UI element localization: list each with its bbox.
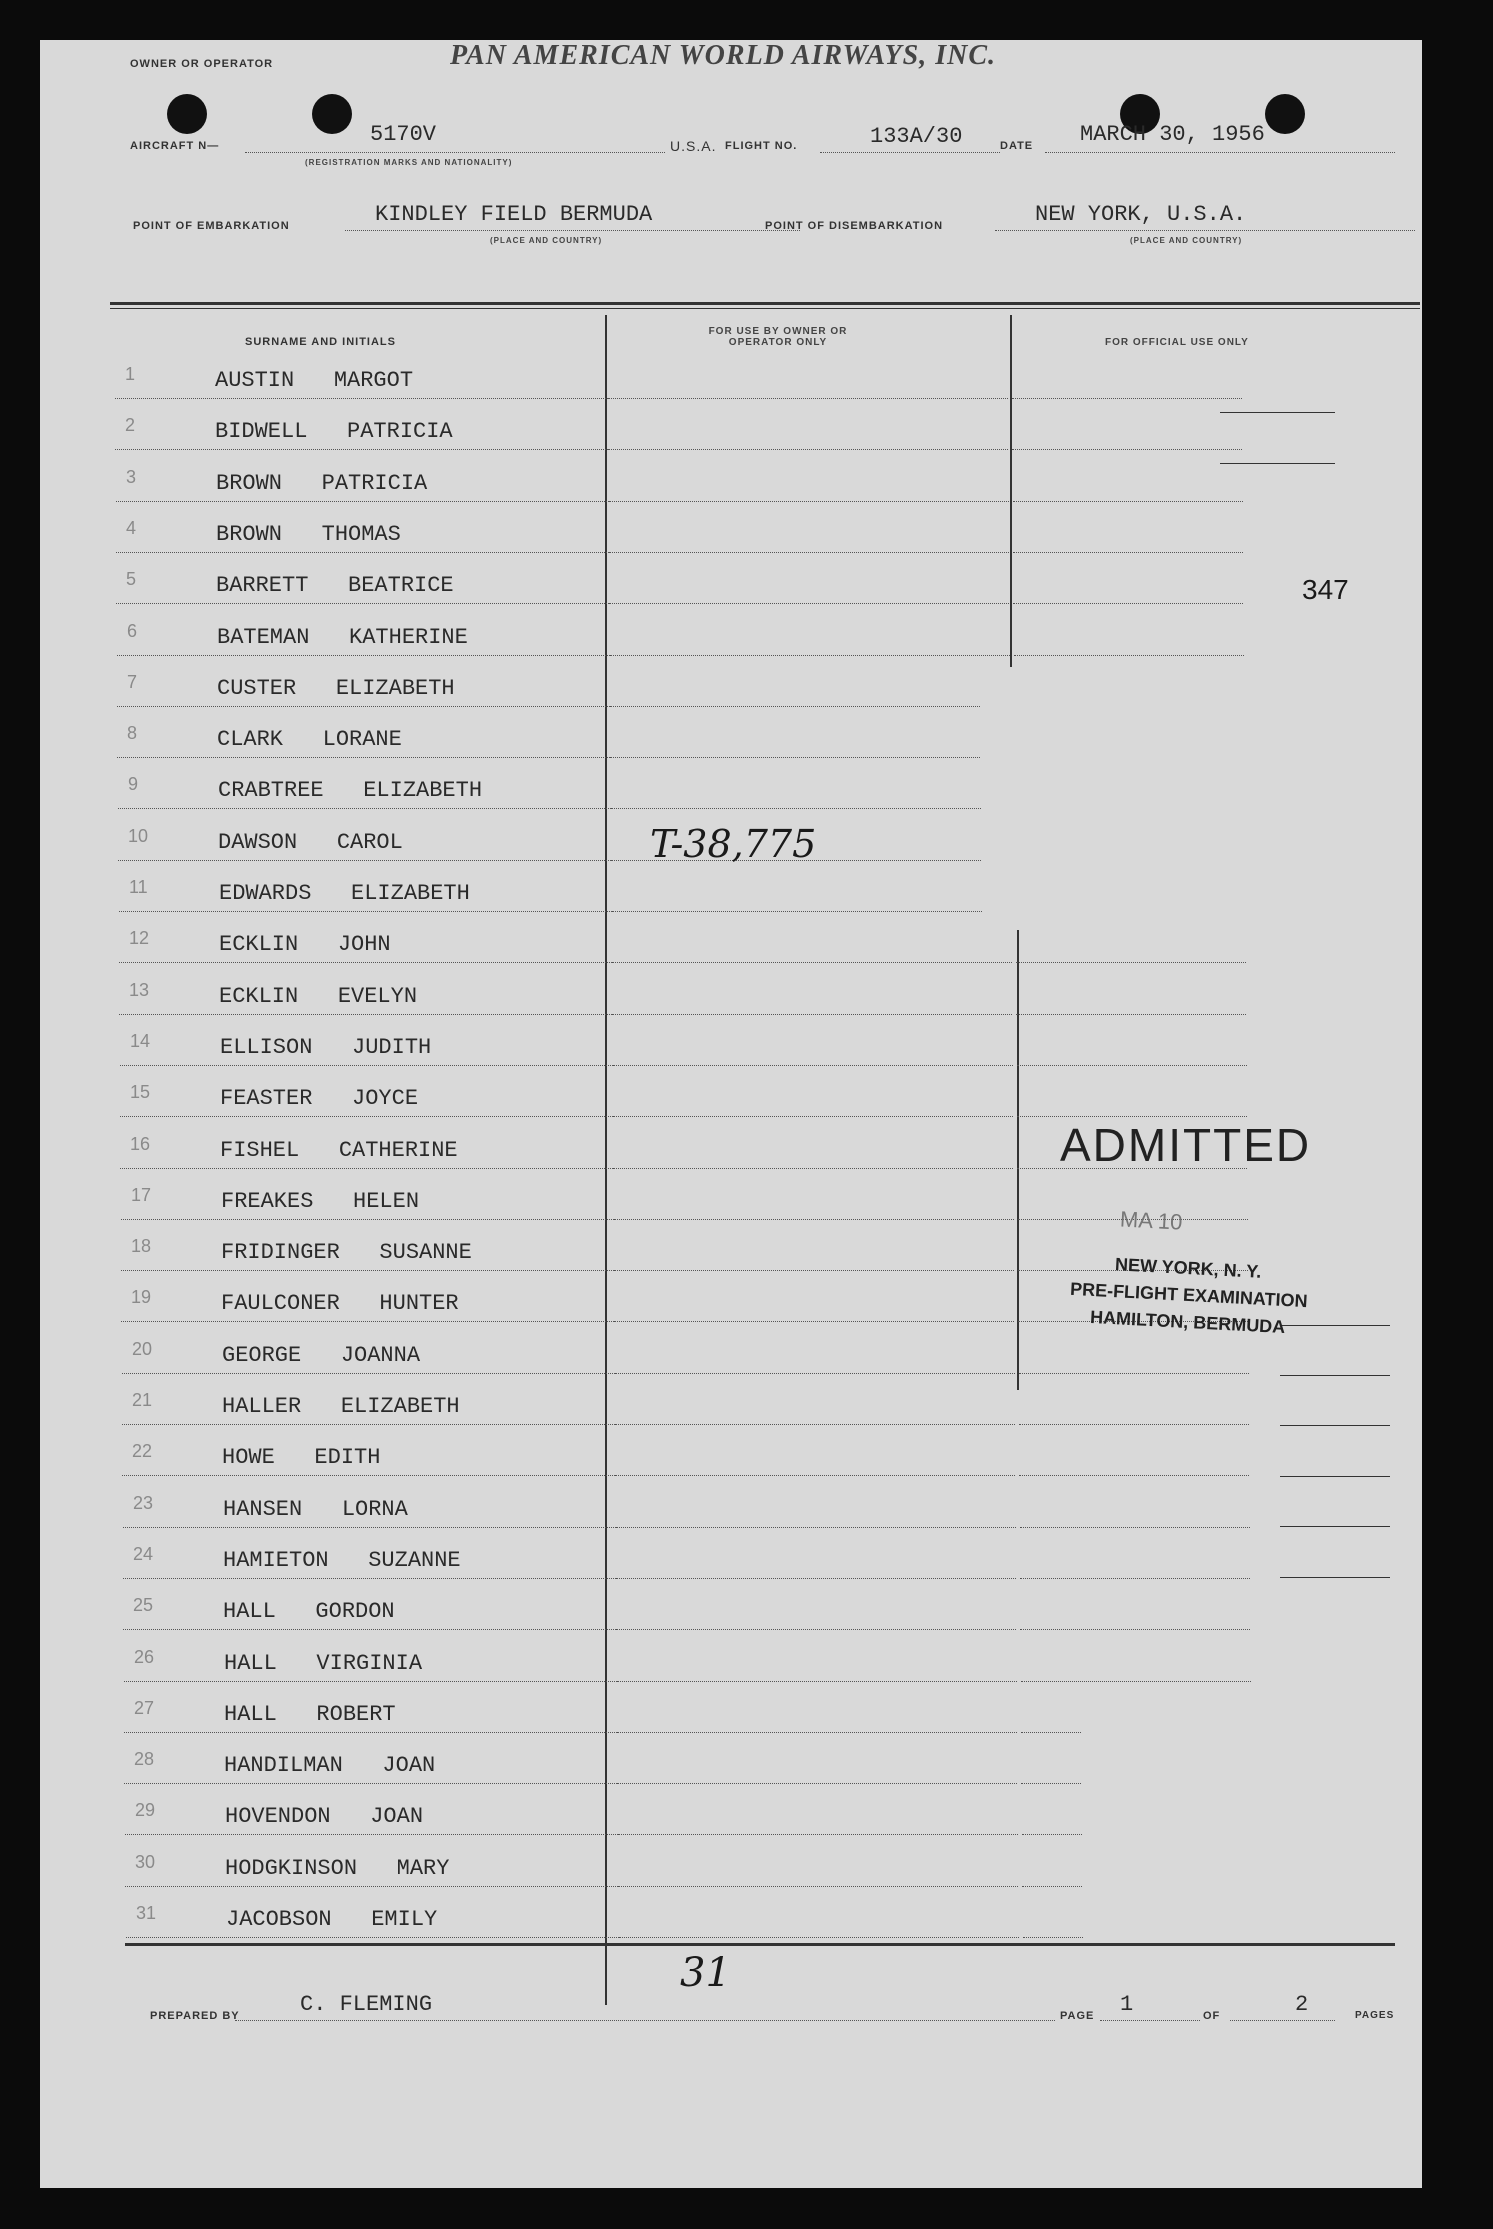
row-line-owner	[617, 1732, 1017, 1733]
passenger-name: BARRETT BEATRICE	[216, 573, 454, 598]
aircraft-label: AIRCRAFT N—	[130, 140, 220, 152]
row-line-official	[1013, 501, 1243, 502]
row-line	[120, 1168, 645, 1169]
row-line-official	[1021, 1732, 1081, 1733]
row-line-owner	[616, 1527, 1016, 1528]
row-line-owner	[614, 1270, 1014, 1271]
row-line	[120, 1116, 645, 1117]
row-line	[117, 706, 642, 707]
row-number: 11	[129, 877, 148, 897]
row-line-owner	[609, 501, 1009, 502]
passenger-name: HALL VIRGINIA	[224, 1651, 423, 1676]
row-line-owner	[609, 552, 1009, 553]
row-line-owner	[612, 1014, 1012, 1015]
prepared-label: PREPARED BY	[150, 2010, 240, 2022]
row-number: 20	[132, 1339, 153, 1359]
passenger-name: AUSTIN MARGOT	[215, 368, 414, 393]
passenger-name: FRIDINGER SUSANNE	[221, 1240, 472, 1265]
aircraft-underline	[245, 152, 665, 153]
col-owner-use: FOR USE BY OWNER OR OPERATOR ONLY	[708, 326, 848, 348]
row-number: 10	[128, 826, 149, 846]
passenger-name: HALLER ELIZABETH	[222, 1394, 460, 1419]
row-line	[119, 911, 644, 912]
stamp-date: MA 10	[1119, 1206, 1184, 1235]
passenger-name: CLARK LORANE	[217, 727, 402, 752]
column-divider-2a	[1010, 315, 1012, 667]
passenger-name: HANDILMAN JOAN	[224, 1753, 436, 1778]
passenger-name: EDWARDS ELIZABETH	[219, 881, 470, 906]
of-value: 2	[1295, 1992, 1309, 2017]
pages-label: PAGES	[1355, 2010, 1395, 2021]
row-number: 4	[126, 518, 137, 538]
row-line-owner	[615, 1373, 1015, 1374]
passenger-name: CUSTER ELIZABETH	[217, 676, 455, 701]
row-line-owner	[612, 911, 982, 912]
of-underline	[1230, 2020, 1335, 2021]
row-number: 23	[133, 1493, 154, 1513]
row-line	[124, 1783, 649, 1784]
row-line	[124, 1732, 649, 1733]
row-number: 2	[125, 415, 136, 435]
row-line	[125, 1886, 650, 1887]
punch-hole-4	[1265, 94, 1305, 134]
row-line-owner	[616, 1578, 1016, 1579]
row-line-owner	[609, 603, 1009, 604]
page-label: PAGE	[1060, 2010, 1095, 2022]
row-line-official	[1022, 1886, 1082, 1887]
column-divider-1	[605, 315, 607, 2005]
flight-underline	[820, 152, 1000, 153]
table-bottom-rule	[125, 1943, 1395, 1946]
row-line	[118, 860, 643, 861]
row-line	[116, 552, 641, 553]
company-name: PAN AMERICAN WORLD AIRWAYS, INC.	[450, 40, 997, 71]
row-line-owner	[612, 962, 1012, 963]
row-number: 22	[132, 1441, 153, 1461]
manifest-sheet	[40, 40, 1422, 2188]
passenger-name: HALL ROBERT	[224, 1702, 396, 1727]
embark-underline	[345, 230, 800, 231]
official-line-6	[1280, 1325, 1390, 1326]
row-line-owner	[613, 1065, 1013, 1066]
embark-value: KINDLEY FIELD BERMUDA	[375, 202, 653, 227]
prepared-underline	[235, 2020, 1055, 2021]
row-number: 13	[129, 980, 150, 1000]
row-line-owner	[615, 1424, 1015, 1425]
row-number: 25	[133, 1595, 154, 1615]
row-number: 26	[134, 1647, 155, 1667]
date-underline	[1045, 152, 1395, 153]
passenger-name: HANSEN LORNA	[223, 1497, 408, 1522]
official-count: 347	[1302, 574, 1349, 605]
col-surname: SURNAME AND INITIALS	[245, 336, 396, 348]
stamp-line-3: HAMILTON, BERMUDA	[1089, 1306, 1286, 1338]
row-line-owner	[614, 1321, 1014, 1322]
row-line	[121, 1321, 646, 1322]
row-line	[122, 1373, 647, 1374]
row-line-official	[1013, 552, 1243, 553]
passenger-name: FEASTER JOYCE	[220, 1086, 419, 1111]
row-line	[115, 398, 640, 399]
owner-note: T-38,775	[650, 822, 817, 866]
row-line	[122, 1424, 647, 1425]
row-line	[116, 603, 641, 604]
official-line-8	[1280, 1425, 1390, 1426]
date-label: DATE	[1000, 140, 1034, 152]
row-line	[116, 501, 641, 502]
row-line-owner	[618, 1834, 1018, 1835]
passenger-name: HODGKINSON MARY	[225, 1856, 450, 1881]
flight-label: FLIGHT NO.	[725, 140, 798, 152]
official-line-9	[1280, 1476, 1390, 1477]
row-number: 29	[135, 1800, 156, 1820]
of-label: OF	[1203, 2010, 1221, 2022]
passenger-name: JACOBSON EMILY	[226, 1907, 438, 1932]
row-line-official	[1016, 1014, 1246, 1015]
prepared-value: C. FLEMING	[300, 1992, 433, 2017]
official-line-11	[1280, 1577, 1390, 1578]
embark-label: POINT OF EMBARKATION	[133, 220, 290, 232]
row-line	[119, 1014, 644, 1015]
row-line	[121, 1270, 646, 1271]
passenger-name: BIDWELL PATRICIA	[215, 419, 453, 444]
row-number: 9	[128, 774, 139, 794]
row-line-official	[1021, 1783, 1081, 1784]
row-line	[123, 1527, 648, 1528]
row-line-official	[1022, 1834, 1082, 1835]
row-line-official	[1019, 1373, 1249, 1374]
row-line-official	[1017, 1116, 1247, 1117]
official-line-1	[1220, 412, 1335, 413]
row-number: 15	[130, 1082, 151, 1102]
row-line-owner	[610, 757, 980, 758]
row-line-official	[1014, 655, 1244, 656]
row-number: 16	[130, 1134, 151, 1154]
row-line	[124, 1681, 649, 1682]
passenger-name: HAMIETON SUZANNE	[223, 1548, 461, 1573]
punch-hole-1	[167, 94, 207, 134]
passenger-name: FAULCONER HUNTER	[221, 1291, 459, 1316]
row-line-owner	[613, 1168, 1013, 1169]
row-line-official	[1016, 962, 1246, 963]
row-line	[115, 449, 640, 450]
row-line	[117, 655, 642, 656]
page-value: 1	[1120, 1992, 1134, 2017]
row-line	[118, 808, 643, 809]
stamp-line-2: PRE-FLIGHT EXAMINATION	[1069, 1278, 1309, 1312]
row-number: 24	[133, 1544, 154, 1564]
row-line-owner	[617, 1681, 1017, 1682]
row-line-owner	[618, 1886, 1018, 1887]
row-line	[125, 1834, 650, 1835]
row-line	[121, 1219, 646, 1220]
row-line	[123, 1629, 648, 1630]
row-number: 5	[126, 569, 137, 589]
passenger-name: GEORGE JOANNA	[222, 1343, 421, 1368]
row-number: 6	[127, 621, 138, 641]
row-line-owner	[611, 808, 981, 809]
row-number: 30	[135, 1852, 156, 1872]
row-line-owner	[616, 1629, 1016, 1630]
embark-caption: (PLACE AND COUNTRY)	[490, 236, 603, 245]
nationality: U.S.A.	[670, 138, 717, 154]
flight-value: 133A/30	[870, 124, 963, 149]
passenger-name: BROWN PATRICIA	[216, 471, 428, 496]
row-line-owner	[608, 398, 1008, 399]
row-line-official	[1020, 1629, 1250, 1630]
passenger-name: HOWE EDITH	[222, 1445, 381, 1470]
row-number: 12	[129, 928, 150, 948]
passenger-name: FISHEL CATHERINE	[220, 1138, 458, 1163]
passenger-name: DAWSON CAROL	[218, 830, 403, 855]
row-line-owner	[619, 1937, 1019, 1938]
disembark-caption: (PLACE AND COUNTRY)	[1130, 236, 1243, 245]
row-line-official	[1012, 449, 1242, 450]
row-number: 19	[131, 1287, 152, 1307]
row-number: 18	[131, 1236, 152, 1256]
row-line-official	[1019, 1424, 1249, 1425]
row-number: 17	[131, 1185, 152, 1205]
row-number: 31	[136, 1903, 157, 1923]
official-line-7	[1280, 1375, 1390, 1376]
owner-label: OWNER OR OPERATOR	[130, 58, 274, 70]
punch-hole-2	[312, 94, 352, 134]
disembark-value: NEW YORK, U.S.A.	[1035, 202, 1247, 227]
passenger-name: HALL GORDON	[223, 1599, 395, 1624]
passenger-name: FREAKES HELEN	[221, 1189, 420, 1214]
row-number: 3	[126, 467, 137, 487]
row-line-official	[1023, 1937, 1083, 1938]
passenger-name: ECKLIN JOHN	[219, 932, 391, 957]
stamp-line-1: NEW YORK, N. Y.	[1114, 1254, 1262, 1282]
row-number: 28	[134, 1749, 155, 1769]
row-line	[120, 1065, 645, 1066]
row-line-official	[1021, 1681, 1251, 1682]
row-line-official	[1019, 1475, 1249, 1476]
total-count: 31	[680, 1950, 731, 1996]
row-line	[122, 1475, 647, 1476]
row-line-owner	[615, 1475, 1015, 1476]
row-line-owner	[617, 1783, 1017, 1784]
row-line	[119, 962, 644, 963]
table-top-rule	[110, 302, 1420, 305]
row-number: 1	[125, 364, 136, 384]
row-line-owner	[613, 1116, 1013, 1117]
passenger-name: HOVENDON JOAN	[225, 1804, 424, 1829]
passenger-name: BROWN THOMAS	[216, 522, 401, 547]
row-line	[117, 757, 642, 758]
row-line-owner	[608, 449, 1008, 450]
official-line-10	[1280, 1526, 1390, 1527]
passenger-name: CRABTREE ELIZABETH	[218, 778, 483, 803]
official-line-2	[1220, 463, 1335, 464]
row-line-official	[1013, 603, 1243, 604]
page-underline	[1100, 2020, 1200, 2021]
admitted-stamp: ADMITTED	[1060, 1119, 1312, 1171]
passenger-name: ELLISON JUDITH	[220, 1035, 432, 1060]
row-line-owner	[610, 706, 980, 707]
row-line-official	[1012, 398, 1242, 399]
registration-caption: (REGISTRATION MARKS AND NATIONALITY)	[305, 158, 513, 167]
row-number: 14	[130, 1031, 151, 1051]
row-number: 8	[127, 723, 138, 743]
disembark-label: POINT OF DISEMBARKATION	[765, 220, 944, 232]
row-line-owner	[610, 655, 1010, 656]
row-line-owner	[614, 1219, 1014, 1220]
row-number: 21	[132, 1390, 153, 1410]
row-line	[123, 1578, 648, 1579]
row-number: 7	[127, 672, 138, 692]
row-line-official	[1020, 1527, 1250, 1528]
date-value: MARCH 30, 1956	[1080, 122, 1265, 147]
row-line	[126, 1937, 651, 1938]
passenger-name: BATEMAN KATHERINE	[217, 625, 468, 650]
row-number: 27	[134, 1698, 155, 1718]
table-top-rule-2	[110, 308, 1420, 309]
passenger-name: ECKLIN EVELYN	[219, 984, 418, 1009]
aircraft-value: 5170V	[370, 122, 437, 147]
row-line-official	[1017, 1065, 1247, 1066]
col-official-use: FOR OFFICIAL USE ONLY	[1105, 337, 1249, 348]
row-line-official	[1020, 1578, 1250, 1579]
disembark-underline	[995, 230, 1415, 231]
